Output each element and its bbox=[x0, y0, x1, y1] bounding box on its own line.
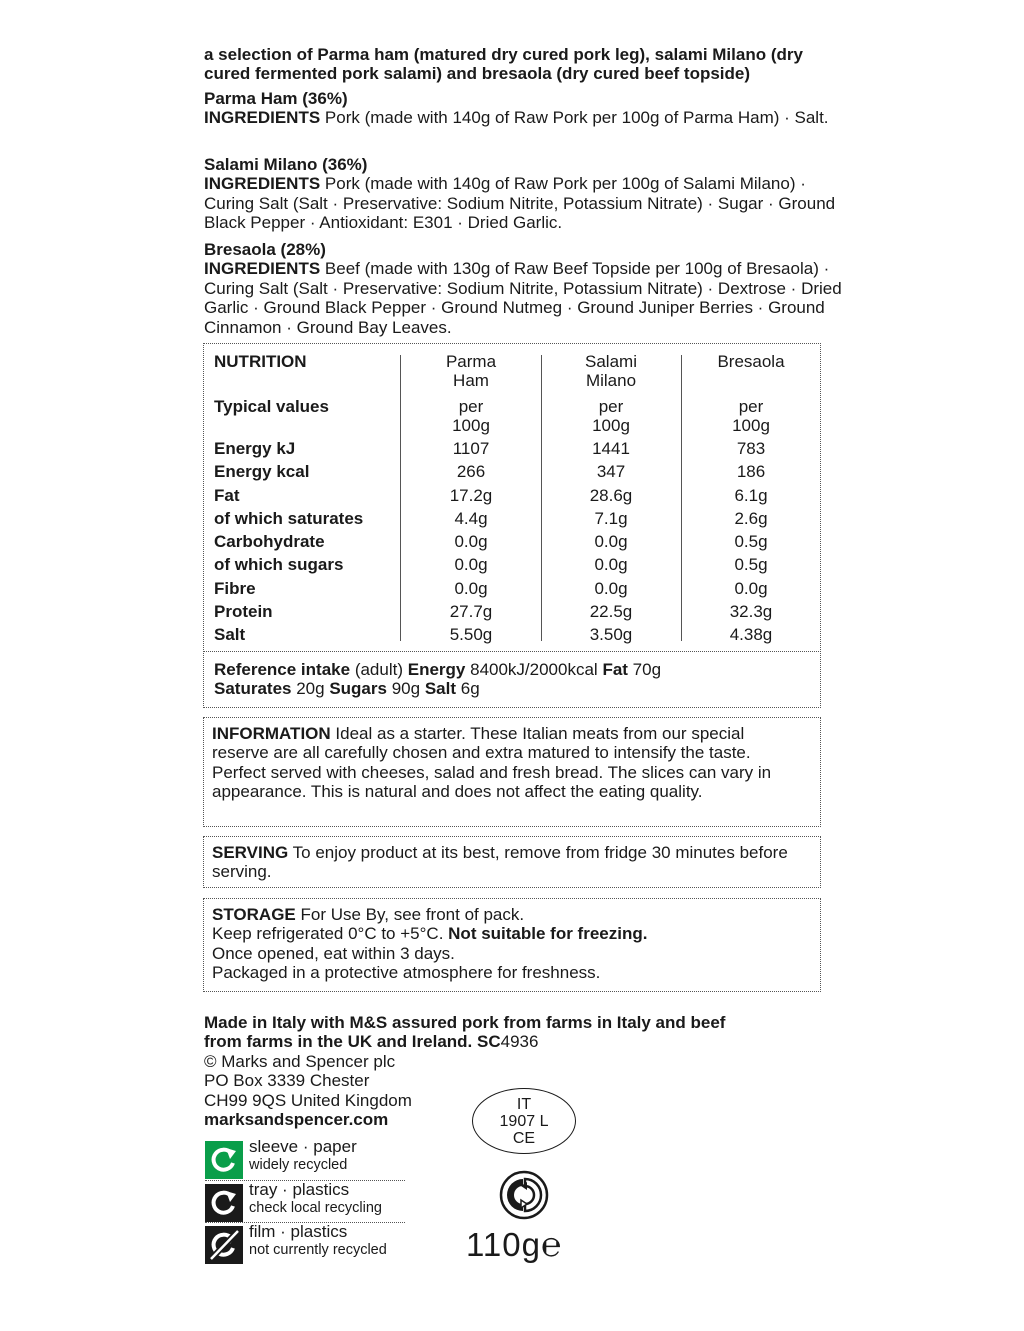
typical-values-label: Typical values bbox=[214, 397, 329, 416]
ref-salt-value: 6g bbox=[460, 679, 480, 699]
nutrient-value: 0.0g bbox=[594, 578, 628, 598]
storage-label: STORAGE bbox=[212, 905, 296, 924]
nutrient-value: 6.1g bbox=[734, 485, 768, 505]
information-box bbox=[203, 717, 821, 827]
product-description: a selection of Parma ham (matured dry cured pork leg), salami Milano (dry cured fermented pork salami) and bresaola (dry cured beef topside) bbox=[204, 45, 803, 84]
nutrient-label: Salt bbox=[214, 625, 246, 645]
recycling-text bbox=[249, 1181, 382, 1217]
parma-heading: Parma Ham (36%) bbox=[204, 89, 348, 108]
nutrient-value: 3.50g bbox=[589, 625, 633, 645]
recycling-row-sleeve bbox=[205, 1137, 405, 1181]
nutrient-value: 347 bbox=[596, 462, 626, 482]
column-per: per bbox=[598, 396, 624, 416]
nutrient-value: 4.4g bbox=[454, 508, 488, 528]
recycling-material: film · plastics bbox=[249, 1222, 348, 1241]
storage-text bbox=[212, 905, 812, 983]
sc-label: SC bbox=[477, 1032, 501, 1052]
storage-line: Packaged in a protective atmosphere for freshness. bbox=[212, 963, 601, 983]
nutrient-labels bbox=[214, 437, 363, 647]
storage-line: Once opened, eat within 3 days. bbox=[212, 943, 455, 963]
information-text bbox=[212, 724, 797, 802]
nutrient-label: Energy kcal bbox=[214, 462, 310, 482]
nutrient-value: 783 bbox=[736, 439, 766, 458]
oval-country: IT bbox=[516, 1096, 532, 1113]
parma-ingredients-text: Pork (made with 140g of Raw Pork per 100g of Parma Ham) · Salt. bbox=[324, 108, 829, 128]
health-mark-oval bbox=[472, 1088, 576, 1154]
salami-heading: Salami Milano (36%) bbox=[204, 155, 368, 174]
nutrient-value: 32.3g bbox=[729, 602, 773, 622]
bresaola-column-header bbox=[691, 352, 811, 436]
net-weight bbox=[466, 1225, 562, 1265]
recycling-text bbox=[249, 1138, 357, 1174]
ref-adult: (adult) bbox=[354, 660, 403, 679]
oval-ce: CE bbox=[512, 1130, 536, 1147]
sc-number: 4936 bbox=[500, 1032, 539, 1052]
reference-intake-box bbox=[203, 651, 821, 708]
nutrient-value: 0.0g bbox=[454, 578, 488, 598]
nutrient-value: 0.0g bbox=[454, 555, 488, 575]
serving-box bbox=[203, 836, 821, 888]
nutrient-value: 0.5g bbox=[734, 532, 768, 552]
nutrient-value: 0.5g bbox=[734, 555, 768, 575]
origin-statement: Made in Italy with M&S assured pork from farms in Italy and beef from farms in the UK and Ireland. bbox=[204, 1013, 726, 1052]
ref-sugars-label: Sugars bbox=[329, 679, 387, 699]
salami-ingredients-text: Pork (made with 140g of Raw Pork per 100g of Salami Milano) · Curing Salt (Salt · Preservative: Sodium Nitrite, Potassium Nitrate) · Sugar · Ground Black Pepper · Antioxidant: E301 · Dried Garlic. bbox=[204, 174, 836, 233]
storage-box bbox=[203, 898, 821, 992]
column-name: Salami bbox=[585, 352, 637, 371]
nutrient-label: of which saturates bbox=[214, 508, 364, 528]
nutrient-value: 0.0g bbox=[454, 532, 488, 552]
ref-energy-label: Energy bbox=[407, 660, 466, 679]
bresaola-values bbox=[691, 437, 811, 647]
nutrient-value: 28.6g bbox=[589, 485, 633, 505]
po-box: PO Box 3339 Chester bbox=[204, 1071, 370, 1091]
parma-ingredients-label: INGREDIENTS bbox=[204, 108, 321, 128]
column-per: per bbox=[458, 396, 484, 416]
website-link[interactable]: marksandspencer.com bbox=[204, 1110, 389, 1130]
salami-column-header bbox=[551, 352, 671, 436]
column-divider bbox=[400, 355, 401, 641]
nutrient-value: 186 bbox=[736, 462, 766, 482]
oval-code: 1907 L bbox=[499, 1113, 549, 1130]
salami-values bbox=[551, 437, 671, 647]
column-per: per bbox=[738, 396, 764, 416]
information-label: INFORMATION bbox=[212, 724, 331, 743]
recycling-status: not currently recycled bbox=[249, 1242, 387, 1258]
column-name: Bresaola bbox=[717, 352, 785, 371]
column-name: Milano bbox=[585, 371, 637, 391]
column-name: Parma bbox=[445, 352, 497, 371]
recycle-not-icon bbox=[205, 1226, 243, 1264]
nutrient-value: 17.2g bbox=[449, 485, 493, 505]
nutrient-value: 1441 bbox=[592, 439, 630, 458]
recycle-check-icon bbox=[205, 1184, 243, 1222]
nutrient-value: 1107 bbox=[452, 439, 490, 458]
recycling-status: widely recycled bbox=[249, 1157, 348, 1173]
ref-sat-value: 20g bbox=[296, 679, 325, 699]
nutrient-label: Fibre bbox=[214, 578, 256, 598]
parma-ingredients-section bbox=[204, 89, 844, 128]
storage-freezing-warning: Not suitable for freezing. bbox=[448, 924, 648, 944]
estimated-e-mark: ℮ bbox=[540, 1226, 563, 1264]
recycling-material: tray · plastics bbox=[249, 1180, 350, 1199]
ref-salt-label: Salt bbox=[424, 679, 456, 699]
parma-values bbox=[411, 437, 531, 647]
nutrient-value: 27.7g bbox=[449, 602, 493, 622]
nutrient-label: Fat bbox=[214, 485, 240, 505]
nutrient-value: 2.6g bbox=[734, 508, 768, 528]
reference-intake-text bbox=[214, 660, 814, 699]
salami-ingredients-section bbox=[204, 155, 844, 233]
nutrient-value: 5.50g bbox=[449, 625, 493, 645]
nutrient-value: 22.5g bbox=[589, 602, 633, 622]
serving-text bbox=[212, 843, 797, 882]
nutrient-label: of which sugars bbox=[214, 555, 344, 575]
recycling-status: check local recycling bbox=[249, 1200, 382, 1216]
ref-fat-label: Fat bbox=[602, 660, 628, 679]
bresaola-ingredients-section bbox=[204, 240, 844, 337]
recycling-text bbox=[249, 1223, 387, 1259]
recycling-row-film bbox=[205, 1222, 405, 1266]
recycling-material: sleeve · paper bbox=[249, 1137, 357, 1156]
postcode: CH99 9QS United Kingdom bbox=[204, 1090, 412, 1110]
recycling-row-tray bbox=[205, 1180, 405, 1224]
column-name: Ham bbox=[453, 371, 489, 391]
ref-sat-label: Saturates bbox=[214, 679, 292, 699]
column-name bbox=[691, 371, 811, 390]
salami-ingredients-label: INGREDIENTS bbox=[204, 174, 321, 194]
ref-sugars-value: 90g bbox=[391, 679, 421, 699]
storage-line: For Use By, see front of pack. bbox=[300, 905, 525, 924]
bresaola-ingredients-text: Beef (made with 130g of Raw Beef Topside per 100g of Bresaola) · Curing Salt (Salt · Preservative: Sodium Nitrite, Potassium Nitrate) · Dextrose · Dried Garlic · Ground Black Pepper · Ground Nutmeg · Ground Juniper Berries · Ground Cinnamon · Ground Bay Leaves. bbox=[204, 259, 842, 337]
recycle-widely-bg bbox=[205, 1141, 243, 1179]
bresaola-heading: Bresaola (28%) bbox=[204, 240, 326, 259]
ref-label: Reference intake bbox=[214, 660, 351, 679]
ref-energy-value: 8400kJ/2000kcal bbox=[470, 660, 598, 679]
serving-label: SERVING bbox=[212, 843, 289, 862]
nutrient-label: Carbohydrate bbox=[214, 532, 325, 552]
nutrient-value: 266 bbox=[456, 462, 486, 482]
company-name: © Marks and Spencer plc bbox=[204, 1051, 396, 1071]
parma-column-header bbox=[411, 352, 531, 436]
nutrition-title: NUTRITION bbox=[214, 352, 307, 371]
column-divider bbox=[681, 355, 682, 641]
serving-body: To enjoy product at its best, remove from fridge 30 minutes before serving. bbox=[212, 843, 788, 882]
storage-line: Keep refrigerated 0°C to +5°C. bbox=[212, 924, 444, 944]
information-body: Ideal as a starter. These Italian meats from our special reserve are all carefully chosen and extra matured to intensify the taste. Perfect served with cheeses, salad and fresh bread. The slices can vary in appearance. This is natural and does not affect the eating quality. bbox=[212, 724, 772, 802]
nutrient-value: 0.0g bbox=[734, 578, 768, 598]
column-per: 100g bbox=[452, 416, 490, 436]
column-per: 100g bbox=[592, 416, 630, 436]
nutrient-value: 0.0g bbox=[594, 555, 628, 575]
nutrient-label: Energy kJ bbox=[214, 439, 296, 458]
column-divider bbox=[541, 355, 542, 641]
green-dot-icon bbox=[499, 1170, 549, 1220]
nutrient-label: Protein bbox=[214, 602, 273, 622]
column-per: 100g bbox=[732, 416, 770, 436]
bresaola-ingredients-label: INGREDIENTS bbox=[204, 259, 321, 279]
recycle-widely-icon bbox=[205, 1141, 243, 1179]
nutrient-value: 7.1g bbox=[594, 508, 628, 528]
nutrient-value: 4.38g bbox=[729, 625, 773, 645]
weight-value: 110g bbox=[466, 1226, 541, 1263]
ref-fat-value: 70g bbox=[632, 660, 662, 679]
nutrient-value: 0.0g bbox=[594, 532, 628, 552]
